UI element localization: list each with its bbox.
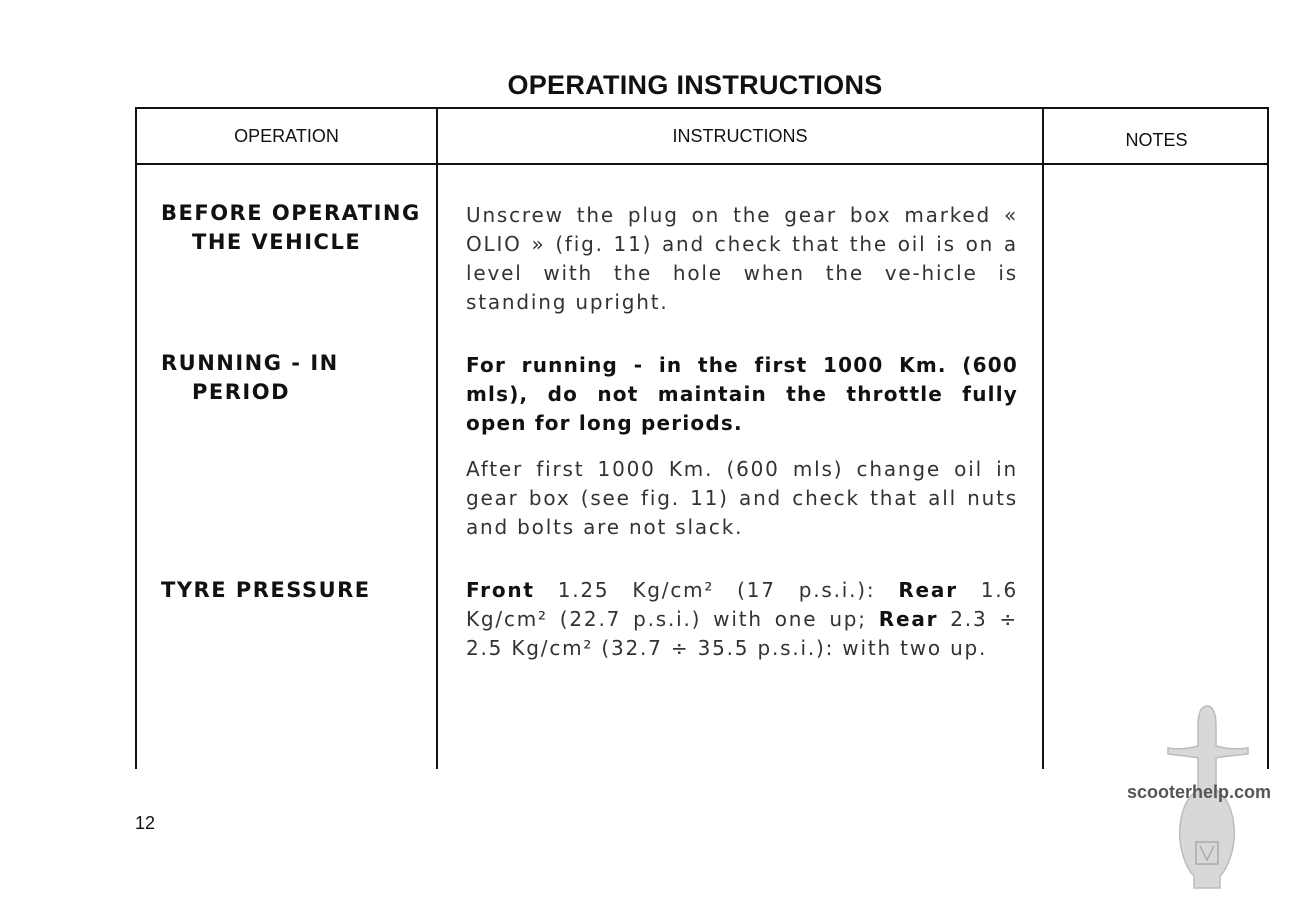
instruction-running-in-bold: For running - in the first 1000 Km. (600 mls), do not maintain the throttle fully open for long periods. [466, 353, 1018, 435]
rear-value-one-up: 1.6 Kg/cm² (22.7 p.s.i.) with one up; [466, 578, 1018, 631]
operation-line: RUNNING - IN [161, 351, 339, 375]
operation-line: BEFORE OPERATING [161, 201, 421, 225]
operation-running-in [161, 349, 339, 407]
rear-label: Rear [878, 607, 939, 631]
operation-tyre-pressure [161, 576, 371, 605]
front-label: Front [466, 578, 535, 602]
operation-line: THE VEHICLE [192, 230, 362, 254]
header-instructions: INSTRUCTIONS [672, 126, 808, 146]
instruction-tyre-pressure [466, 576, 1018, 663]
instructions-table [135, 107, 1269, 769]
instruction-before-operating: Unscrew the plug on the gear box marked « OLIO » (fig. 11) and check that the oil is on a level with the hole when the ve-hicle is standing upright. [466, 203, 1018, 314]
column-divider-2 [1042, 109, 1044, 769]
page-title: OPERATING INSTRUCTIONS [507, 70, 883, 100]
front-value: 1.25 Kg/cm² (17 p.s.i.): [534, 578, 899, 602]
header-operation: OPERATION [234, 126, 339, 146]
rear-value-two-up: 2.3 ÷ 2.5 Kg/cm² (32.7 ÷ 35.5 p.s.i.): with two up. [466, 607, 1018, 660]
header-divider [137, 163, 1267, 165]
rear-label: Rear [898, 578, 958, 602]
page-number: 12 [135, 813, 156, 833]
operation-line: TYRE PRESSURE [161, 578, 371, 602]
operation-line: PERIOD [192, 380, 291, 404]
operation-before-operating [161, 199, 421, 257]
header-notes: NOTES [1125, 130, 1188, 150]
watermark-text: scooterhelp.com [1127, 782, 1272, 802]
column-divider-1 [436, 109, 438, 769]
instruction-running-in: After first 1000 Km. (600 mls) change oil in gear box (see fig. 11) and check that all nuts and bolts are not slack. [466, 457, 1018, 539]
